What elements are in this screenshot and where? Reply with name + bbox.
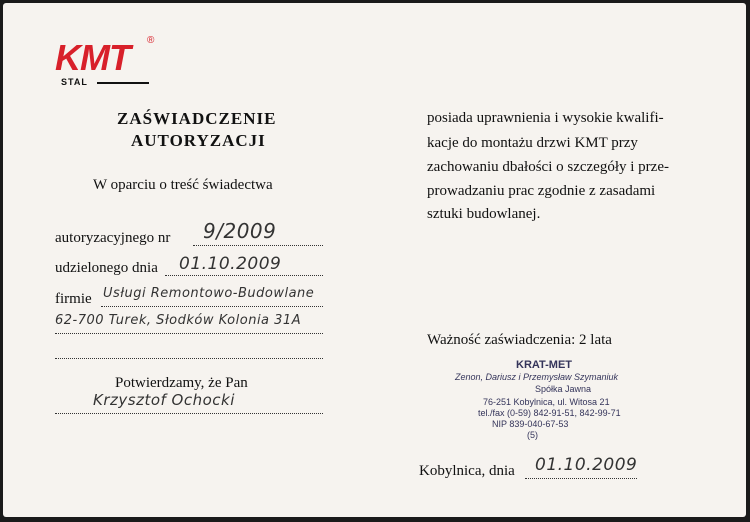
- company-line-1: [101, 306, 323, 307]
- para-line-5: sztuki budowlanej.: [427, 206, 541, 222]
- place-date-line: [525, 478, 637, 479]
- blank-line: [55, 358, 323, 359]
- stamp-line-6: NIP 839-040-67-53: [492, 419, 569, 429]
- auth-number-line: [193, 245, 323, 246]
- stamp-line-3: Spółka Jawna: [535, 384, 592, 394]
- company-value-line-1: Usługi Remontowo-Budowlane: [103, 286, 315, 301]
- issued-date-line: [165, 275, 323, 276]
- auth-number-label: autoryzacyjnego nr: [55, 230, 171, 246]
- company-line-2: [55, 333, 323, 334]
- issued-date-label: udzielonego dnia: [55, 260, 158, 276]
- validity-text: Ważność zaświadczenia: 2 lata: [427, 332, 612, 348]
- para-line-1: posiada uprawnienia i wysokie kwalifi-: [427, 110, 664, 126]
- company-label: firmie: [55, 291, 92, 307]
- stamp-line-4: 76-251 Kobylnica, ul. Witosa 21: [483, 397, 610, 407]
- certificate-page: [3, 3, 746, 517]
- logo-brand: KMT: [55, 37, 130, 78]
- logo-sub: STAL: [61, 77, 88, 87]
- para-line-3: zachowaniu dbałości o szczegóły i prze-: [427, 159, 669, 175]
- kmt-stal-logo: [53, 33, 163, 95]
- para-line-4: prowadzaniu prac zgodnie z zasadami: [427, 183, 656, 199]
- stamp-line-2: Zenon, Dariusz i Przemysław Szymaniuk: [455, 372, 619, 382]
- logo-underline: [97, 82, 149, 84]
- registered-mark: ®: [147, 35, 155, 46]
- stamp-line-5: tel./fax (0-59) 842-91-51, 842-99-71: [478, 408, 621, 418]
- intro-text: W oparciu o treść świadectwa: [93, 177, 273, 193]
- place-label: Kobylnica, dnia: [419, 463, 515, 479]
- auth-number-value: 9/2009: [203, 219, 277, 243]
- para-line-2: kacje do montażu drzwi KMT przy: [427, 135, 638, 151]
- title-line-2: AUTORYZACJI: [131, 131, 266, 150]
- company-value-line-2: 62-700 Turek, Słodków Kolonia 31A: [55, 313, 302, 328]
- person-line: [55, 413, 323, 414]
- title-line-1: ZAŚWIADCZENIE: [117, 109, 277, 128]
- person-value: Krzysztof Ochocki: [93, 391, 235, 409]
- place-date-value: 01.10.2009: [535, 455, 638, 475]
- stamp-line-7: (5): [527, 430, 538, 440]
- issued-date-value: 01.10.2009: [179, 254, 282, 274]
- confirm-label: Potwierdzamy, że Pan: [115, 375, 248, 391]
- stamp-line-1: KRAT-MET: [516, 359, 573, 371]
